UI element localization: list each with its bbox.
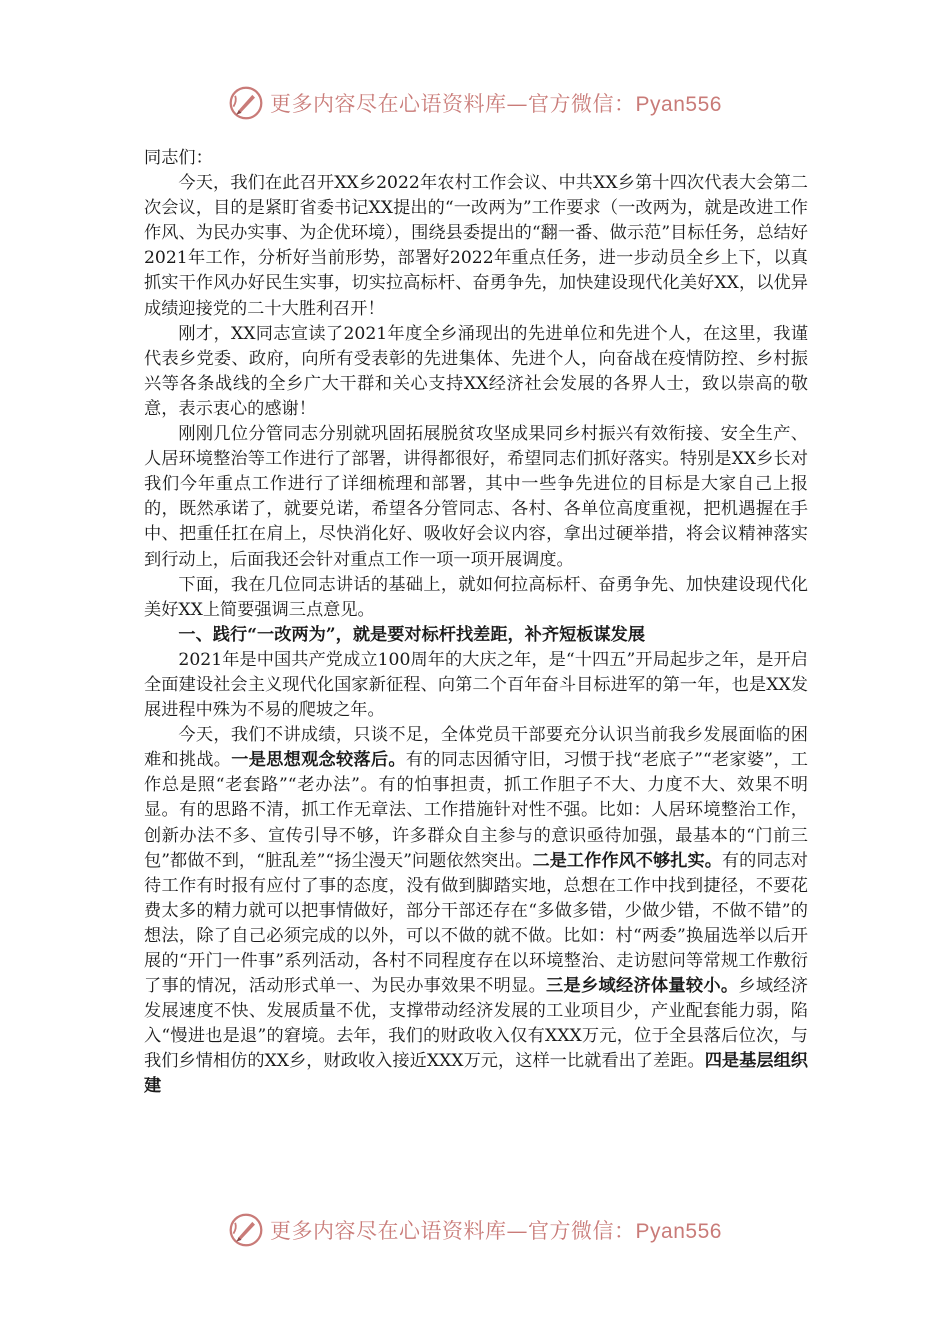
paragraph-1: 今天，我们在此召开XX乡2022年农村工作会议、中共XX乡第十四次代表大会第二次会议，目的是紧盯省委书记XX提出的“一改两为”工作要求（一改两为，就是改进工作作风、为民办实事、为企优环境），围绕县委提出的“翻一番、做示范”目标任务，总结好2021年工作，分析好当前形势，部署好2022年重点任务，进一步动员全乡上下，以真抓实干作风办好民生实事，切实拉高标杆、奋勇争先，加快建设现代化美好XX，以优异成绩迎接党的二十大胜利召开！: [144, 173, 808, 319]
paragraph-6-text-4: 乡域经济发展速度不快、发展质量不优，支撑带动经济发展的工业项目少，产业配套能力弱，陷入“慢进也是退”的窘境。去年，我们的财政收入仅有XXX万元，位于全县落后位次，与我们乡情相仿的XX乡，财政收入接近XXX万元，这样一比就看出了差距。: [144, 976, 808, 1072]
paragraph-6: [144, 723, 808, 1099]
watermark-banner-top: [0, 83, 950, 123]
paragraph-6-text-1: 今天，我们不讲成绩，只谈不足，全体党员干部要充分认识当前我乡发展面临的困难和挑战。: [144, 725, 808, 771]
salutation: 同志们：: [144, 148, 213, 168]
point-4-heading: 四是基层组织建: [144, 1051, 808, 1097]
watermark-text: 更多内容尽在心语资料库—官方微信：Pyan556: [270, 1219, 722, 1243]
watermark-banner-bottom: [0, 1210, 950, 1250]
point-3-heading: 三是乡域经济体量较小。: [546, 976, 739, 997]
paragraph-2: 刚才，XX同志宣读了2021年度全乡涌现出的先进单位和先进个人，在这里，我谨代表乡党委、政府，向所有受表彰的先进集体、先进个人，向奋战在疫情防控、乡村振兴等各条战线的全乡广大干群和关心支持XX经济社会发展的各界人士，致以崇高的敬意，表示衷心的感谢！: [144, 323, 808, 419]
point-2-heading: 二是工作作风不够扎实。: [532, 850, 722, 871]
pen-circle-logo-icon: [228, 85, 264, 121]
paragraph-5: 2021年是中国共产党成立100周年的大庆之年，是“十四五”开局起步之年，是开启全面建设社会主义现代化国家新征程、向第二个百年奋斗目标进军的第一年，也是XX发展进程中殊为不易的爬坡之年。: [144, 649, 808, 721]
pen-circle-logo-icon: [228, 1212, 264, 1248]
section-heading-1: 一、践行“一改两为”，就是要对标杆找差距，补齐短板谋发展: [178, 624, 646, 645]
point-1-heading: 一是思想观念较落后。: [231, 750, 406, 771]
watermark-text: 更多内容尽在心语资料库—官方微信：Pyan556: [270, 92, 722, 116]
document-body: [144, 146, 808, 1100]
paragraph-6-text-3: 有的同志对待工作有时报有应付了事的态度，没有做到脚踏实地，总想在工作中找到捷径，不要花费太多的精力就可以把事情做好，部分干部还存在“多做多错，少做少错，不做不错”的想法，除了自己必须完成的以外，可以不做的就不做。比如：村“两委”换届选举以后开展的“开门一件事”系列活动，各村不同程度存在以环境整治、走访慰问等常规工作敷衍了事的情况，活动形式单一、为民办事效果不明显。: [144, 850, 808, 997]
paragraph-3: 刚刚几位分管同志分别就巩固拓展脱贫攻坚成果同乡村振兴有效衔接、安全生产、人居环境整治等工作进行了部署，讲得都很好，希望同志们抓好落实。特别是XX乡长对我们今年重点工作进行了详细梳理和部署，其中一些争先进位的目标是大家自己上报的，既然承诺了，就要兑诺，希望各分管同志、各村、各单位高度重视，把机遇握在手中、把重任扛在肩上，尽快消化好、吸收好会议内容，拿出过硬举措，将会议精神落实到行动上，后面我还会针对重点工作一项一项开展调度。: [144, 424, 808, 570]
paragraph-6-text-2: 有的同志因循守旧，习惯于找“老底子”“老家婆”，工作总是照“老套路”“老办法”。有的怕事担责，抓工作胆子不大、力度不大、效果不明显。有的思路不清，抓工作无章法、工作措施针对性不强。比如：人居环境整治工作，创新办法不多、宣传引导不够，许多群众自主参与的意识亟待加强，最基本的“门前三包”都做不到，“脏乱差”“扬尘漫天”问题依然突出。: [144, 750, 808, 871]
paragraph-4: 下面，我在几位同志讲话的基础上，就如何拉高标杆、奋勇争先、加快建设现代化美好XX上简要强调三点意见。: [144, 574, 808, 620]
